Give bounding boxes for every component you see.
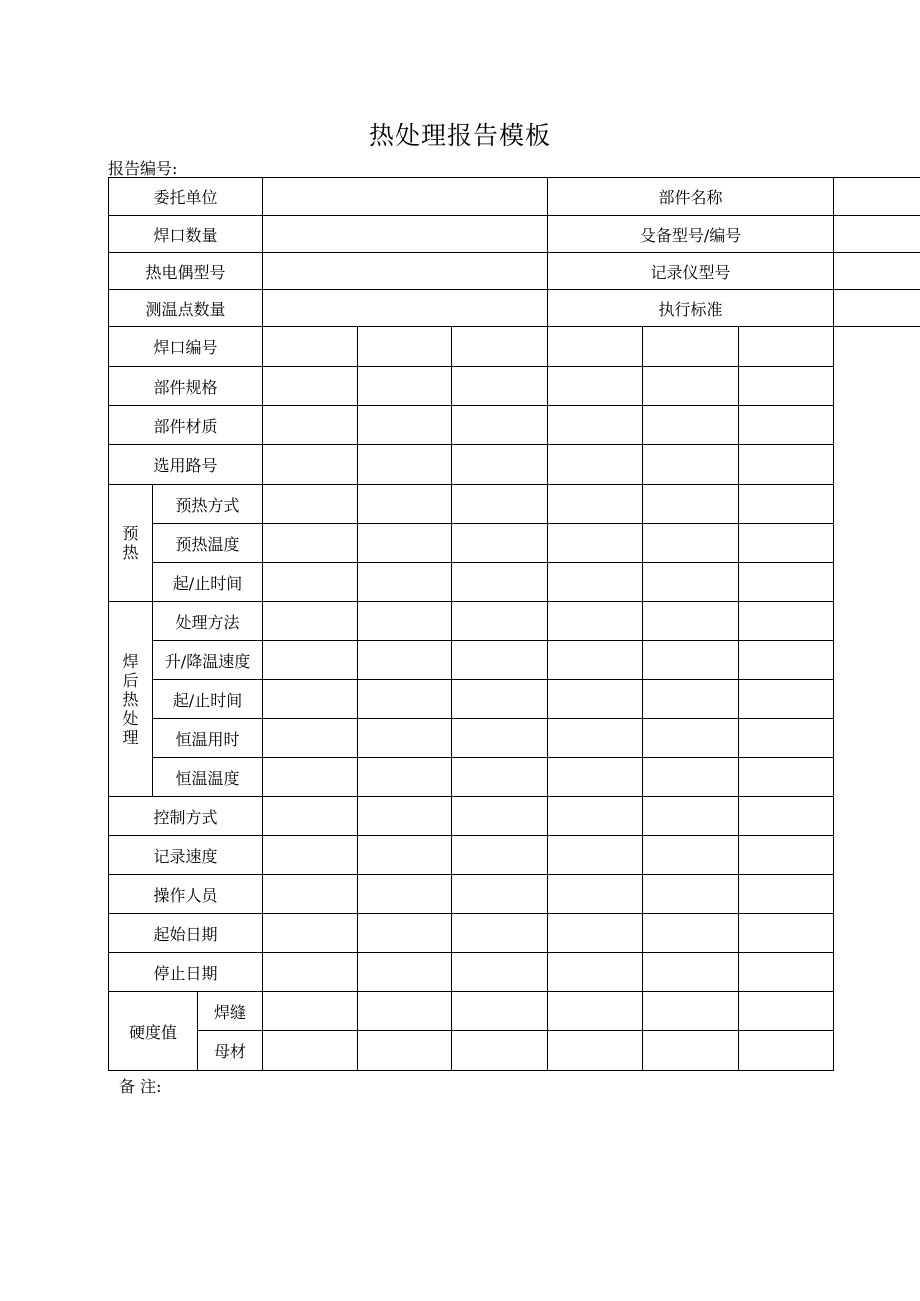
hold-time-label: 恒温用时 xyxy=(153,719,263,758)
record-speed-cell[interactable] xyxy=(548,836,643,875)
client-field[interactable] xyxy=(263,178,548,216)
recorder-model-field[interactable] xyxy=(834,253,920,290)
weld-count-label: 焊口数量 xyxy=(109,216,263,253)
part-material-cell[interactable] xyxy=(643,406,739,445)
hardness-label: 硬度值 xyxy=(109,992,198,1071)
pwht-time-cell[interactable] xyxy=(358,680,452,719)
pwht-group-label: 焊 后 热 处 理 xyxy=(109,602,153,797)
part-material-label: 部件材质 xyxy=(109,406,263,445)
part-material-cell[interactable] xyxy=(452,406,548,445)
table-row xyxy=(109,290,920,327)
start-date-cell[interactable] xyxy=(452,914,548,953)
stop-date-cell[interactable] xyxy=(548,953,643,992)
hold-time-cell[interactable] xyxy=(739,719,834,758)
preheat-method-cell[interactable] xyxy=(358,485,452,524)
channel-no-cell[interactable] xyxy=(739,445,834,485)
hardness-base-cell[interactable] xyxy=(548,1031,643,1071)
control-method-cell[interactable] xyxy=(263,797,358,836)
preheat-time-cell[interactable] xyxy=(452,563,548,602)
stop-date-cell[interactable] xyxy=(739,953,834,992)
hardness-weld-cell[interactable] xyxy=(358,992,452,1031)
pwht-method-cell[interactable] xyxy=(739,602,834,641)
preheat-method-cell[interactable] xyxy=(263,485,358,524)
pwht-time-cell[interactable] xyxy=(548,680,643,719)
report-number-label: 报告编号: xyxy=(108,159,178,178)
weld-no-cell[interactable] xyxy=(358,327,452,367)
control-method-cell[interactable] xyxy=(358,797,452,836)
pwht-time-label: 起/止时间 xyxy=(153,680,263,719)
preheat-temperature-cell[interactable] xyxy=(739,524,834,563)
weld-no-cell[interactable] xyxy=(643,327,739,367)
stop-date-cell[interactable] xyxy=(452,953,548,992)
record-speed-cell[interactable] xyxy=(452,836,548,875)
pwht-method-cell[interactable] xyxy=(548,602,643,641)
stop-date-label: 停止日期 xyxy=(109,953,263,992)
preheat-time-label: 起/止时间 xyxy=(153,563,263,602)
ramp-rate-label: 升/降温速度 xyxy=(153,641,263,680)
record-speed-cell[interactable] xyxy=(263,836,358,875)
device-model-label: 殳备型号/编号 xyxy=(548,216,834,253)
start-date-cell[interactable] xyxy=(358,914,452,953)
table-row xyxy=(109,216,920,253)
part-spec-cell[interactable] xyxy=(263,367,358,406)
operator-cell[interactable] xyxy=(358,875,452,914)
operator-cell[interactable] xyxy=(739,875,834,914)
table-row xyxy=(109,485,920,524)
device-model-field[interactable] xyxy=(834,216,920,253)
hold-temperature-label: 恒温温度 xyxy=(153,758,263,797)
preheat-time-cell[interactable] xyxy=(548,563,643,602)
ramp-rate-cell[interactable] xyxy=(263,641,358,680)
ramp-rate-cell[interactable] xyxy=(548,641,643,680)
stop-date-cell[interactable] xyxy=(263,953,358,992)
pwht-method-cell[interactable] xyxy=(358,602,452,641)
start-date-cell[interactable] xyxy=(263,914,358,953)
hold-time-cell[interactable] xyxy=(548,719,643,758)
table-row xyxy=(109,758,920,797)
hardness-weld-cell[interactable] xyxy=(548,992,643,1031)
record-speed-label: 记录速度 xyxy=(109,836,263,875)
table-row xyxy=(109,602,920,641)
part-spec-label: 部件规格 xyxy=(109,367,263,406)
control-method-label: 控制方式 xyxy=(109,797,263,836)
hold-time-cell[interactable] xyxy=(452,719,548,758)
pwht-time-cell[interactable] xyxy=(452,680,548,719)
start-date-cell[interactable] xyxy=(548,914,643,953)
table-row xyxy=(109,953,920,992)
stop-date-cell[interactable] xyxy=(358,953,452,992)
table-row xyxy=(109,1031,920,1071)
control-method-cell[interactable] xyxy=(548,797,643,836)
preheat-method-cell[interactable] xyxy=(739,485,834,524)
hardness-base-cell[interactable] xyxy=(358,1031,452,1071)
preheat-temperature-label: 预热温度 xyxy=(153,524,263,563)
part-spec-cell[interactable] xyxy=(643,367,739,406)
ramp-rate-cell[interactable] xyxy=(643,641,739,680)
thermocouple-model-field[interactable] xyxy=(263,253,548,290)
hold-time-cell[interactable] xyxy=(263,719,358,758)
preheat-time-cell[interactable] xyxy=(643,563,739,602)
pwht-method-cell[interactable] xyxy=(263,602,358,641)
operator-cell[interactable] xyxy=(548,875,643,914)
pwht-time-cell[interactable] xyxy=(643,680,739,719)
ramp-rate-cell[interactable] xyxy=(739,641,834,680)
thermocouple-model-label: 热电偶型号 xyxy=(109,253,263,290)
part-material-cell[interactable] xyxy=(263,406,358,445)
operator-cell[interactable] xyxy=(643,875,739,914)
table-row xyxy=(109,445,920,485)
hardness-weld-label: 焊缝 xyxy=(198,992,263,1031)
table-row xyxy=(109,836,920,875)
table-row xyxy=(109,524,920,563)
hardness-base-cell[interactable] xyxy=(643,1031,739,1071)
preheat-temperature-cell[interactable] xyxy=(548,524,643,563)
channel-no-cell[interactable] xyxy=(358,445,452,485)
record-speed-cell[interactable] xyxy=(358,836,452,875)
preheat-method-cell[interactable] xyxy=(548,485,643,524)
table-row xyxy=(109,680,920,719)
operator-cell[interactable] xyxy=(452,875,548,914)
hold-time-cell[interactable] xyxy=(358,719,452,758)
table-row xyxy=(109,327,920,367)
ramp-rate-cell[interactable] xyxy=(358,641,452,680)
hold-temperature-cell[interactable] xyxy=(358,758,452,797)
table-row xyxy=(109,367,920,406)
hold-temperature-cell[interactable] xyxy=(263,758,358,797)
part-spec-cell[interactable] xyxy=(739,367,834,406)
hold-temperature-cell[interactable] xyxy=(548,758,643,797)
operator-label: 操作人员 xyxy=(109,875,263,914)
table-row xyxy=(109,641,920,680)
table-row xyxy=(109,797,920,836)
measure-point-count-label: 测温点数量 xyxy=(109,290,263,327)
hold-temperature-cell[interactable] xyxy=(643,758,739,797)
preheat-group-label: 预 热 xyxy=(109,485,153,602)
hardness-base-cell[interactable] xyxy=(263,1031,358,1071)
preheat-time-cell[interactable] xyxy=(263,563,358,602)
table-row xyxy=(109,719,920,758)
heat-treatment-form xyxy=(108,177,920,1071)
table-row xyxy=(109,563,920,602)
preheat-temperature-cell[interactable] xyxy=(358,524,452,563)
measure-point-count-field[interactable] xyxy=(263,290,548,327)
hardness-weld-cell[interactable] xyxy=(452,992,548,1031)
part-spec-cell[interactable] xyxy=(358,367,452,406)
pwht-method-label: 处理方法 xyxy=(153,602,263,641)
hardness-weld-cell[interactable] xyxy=(643,992,739,1031)
table-row xyxy=(109,178,920,216)
channel-no-label: 选用路号 xyxy=(109,445,263,485)
pwht-method-cell[interactable] xyxy=(643,602,739,641)
preheat-time-cell[interactable] xyxy=(358,563,452,602)
table-row xyxy=(109,992,920,1031)
part-name-label: 部件名称 xyxy=(548,178,834,216)
start-date-cell[interactable] xyxy=(643,914,739,953)
preheat-time-cell[interactable] xyxy=(739,563,834,602)
page-title: 热处理报告模板 xyxy=(368,121,551,150)
record-speed-cell[interactable] xyxy=(739,836,834,875)
hardness-weld-cell[interactable] xyxy=(739,992,834,1031)
standard-label: 执行标准 xyxy=(548,290,834,327)
preheat-method-cell[interactable] xyxy=(452,485,548,524)
table-row xyxy=(109,914,920,953)
preheat-method-cell[interactable] xyxy=(643,485,739,524)
remark-label: 备 注: xyxy=(119,1077,162,1096)
part-material-cell[interactable] xyxy=(548,406,643,445)
hold-temperature-cell[interactable] xyxy=(452,758,548,797)
stop-date-cell[interactable] xyxy=(643,953,739,992)
weld-count-field[interactable] xyxy=(263,216,548,253)
table-row xyxy=(109,406,920,445)
client-label: 委托单位 xyxy=(109,178,263,216)
preheat-temperature-cell[interactable] xyxy=(263,524,358,563)
part-spec-cell[interactable] xyxy=(548,367,643,406)
ramp-rate-cell[interactable] xyxy=(452,641,548,680)
preheat-method-label: 预热方式 xyxy=(153,485,263,524)
table-row xyxy=(109,875,920,914)
part-spec-cell[interactable] xyxy=(452,367,548,406)
weld-no-cell[interactable] xyxy=(548,327,643,367)
part-material-cell[interactable] xyxy=(358,406,452,445)
channel-no-cell[interactable] xyxy=(452,445,548,485)
preheat-temperature-cell[interactable] xyxy=(452,524,548,563)
standard-field[interactable] xyxy=(834,290,920,327)
hardness-weld-cell[interactable] xyxy=(263,992,358,1031)
channel-no-cell[interactable] xyxy=(548,445,643,485)
start-date-cell[interactable] xyxy=(739,914,834,953)
start-date-label: 起始日期 xyxy=(109,914,263,953)
hold-temperature-cell[interactable] xyxy=(739,758,834,797)
part-name-field[interactable] xyxy=(834,178,920,216)
recorder-model-label: 记录仪型号 xyxy=(548,253,834,290)
weld-no-cell[interactable] xyxy=(452,327,548,367)
pwht-method-cell[interactable] xyxy=(452,602,548,641)
control-method-cell[interactable] xyxy=(739,797,834,836)
channel-no-cell[interactable] xyxy=(643,445,739,485)
preheat-temperature-cell[interactable] xyxy=(643,524,739,563)
channel-no-cell[interactable] xyxy=(263,445,358,485)
pwht-time-cell[interactable] xyxy=(263,680,358,719)
hardness-base-cell[interactable] xyxy=(452,1031,548,1071)
control-method-cell[interactable] xyxy=(452,797,548,836)
weld-no-label: 焊口编号 xyxy=(109,327,263,367)
record-speed-cell[interactable] xyxy=(643,836,739,875)
table-row xyxy=(109,253,920,290)
part-material-cell[interactable] xyxy=(739,406,834,445)
operator-cell[interactable] xyxy=(263,875,358,914)
hardness-base-cell[interactable] xyxy=(739,1031,834,1071)
weld-no-cell[interactable] xyxy=(263,327,358,367)
hold-time-cell[interactable] xyxy=(643,719,739,758)
control-method-cell[interactable] xyxy=(643,797,739,836)
weld-no-cell[interactable] xyxy=(739,327,834,367)
pwht-time-cell[interactable] xyxy=(739,680,834,719)
hardness-base-label: 母材 xyxy=(198,1031,263,1071)
